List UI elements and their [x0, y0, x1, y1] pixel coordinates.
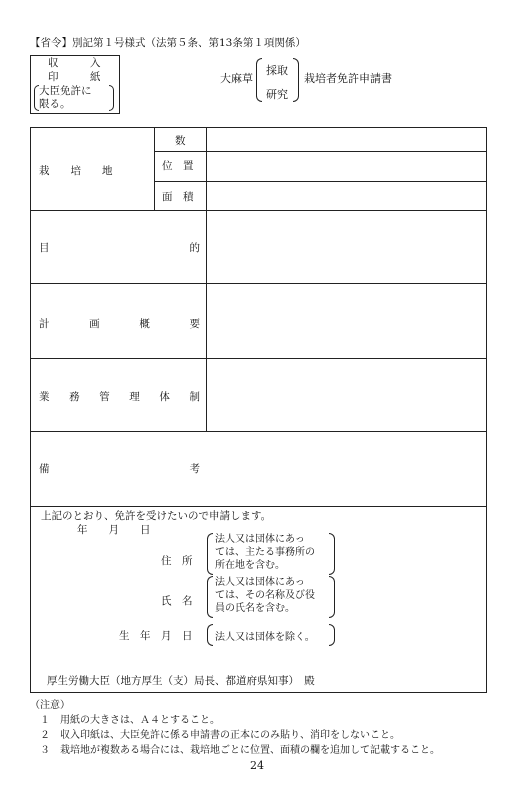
- declaration-statement: 上記のとおり、免許を受けたいので申請します。: [41, 510, 272, 522]
- divider: [31, 283, 487, 284]
- remarks-label: [39, 461, 200, 476]
- revenue-stamp-box: [30, 55, 120, 114]
- stamp-line-2: 印 紙: [48, 71, 101, 83]
- note-item: １ 用紙の大きさは、Ａ４とすること。: [40, 715, 220, 726]
- purpose-char: 目: [39, 242, 50, 254]
- mgmt-char: 体: [159, 391, 170, 403]
- count-label: 数: [175, 135, 186, 147]
- stamp-line-1: 収 入: [48, 57, 101, 69]
- stamp-line-3: 大臣免許に: [39, 85, 92, 97]
- address-label: 住 所: [161, 555, 193, 567]
- plan-char: 計: [39, 318, 50, 330]
- title-suffix: 栽培者免許申請書: [304, 72, 392, 85]
- location-label: 位 置: [162, 160, 194, 172]
- divider: [31, 431, 487, 432]
- plan-char: 要: [189, 318, 200, 330]
- page-number: 24: [250, 759, 264, 772]
- divider: [154, 151, 487, 152]
- address-bracket-right: [329, 533, 335, 575]
- divider: [154, 128, 155, 210]
- address-note-line: 所在地を含む。: [215, 560, 285, 571]
- business-management-label: [39, 389, 200, 404]
- birth-bracket-left: [207, 624, 213, 646]
- addressee: 厚生労働大臣（地方厚生（支）局長、都道府県知事） 殿: [47, 675, 315, 687]
- mgmt-char: 業: [39, 391, 50, 403]
- address-note-line: ては、主たる事務所の: [215, 547, 315, 558]
- birth-date-label: 生 年 月 日: [119, 630, 193, 642]
- notes-heading: （注意）: [30, 700, 70, 711]
- cultivation-site-label: [39, 163, 149, 178]
- name-note-line: 法人又は団体にあっ: [215, 577, 305, 588]
- birth-date-note: 法人又は団体を除く。: [215, 632, 315, 643]
- title-bracket-left: [256, 58, 262, 102]
- mgmt-char: 理: [129, 391, 140, 403]
- name-note-line: ては、その名称及び役: [215, 590, 315, 601]
- area-label: 面 積: [162, 191, 194, 203]
- mgmt-char: 制: [189, 391, 200, 403]
- declaration-section: [30, 506, 487, 693]
- title-option-harvest: 採取: [266, 64, 288, 77]
- plan-char: 概: [139, 318, 150, 330]
- divider: [31, 210, 487, 211]
- form-header: 【省令】別記第１号様式（法第５条、第13条第１項関係）: [30, 37, 306, 49]
- plan-outline-label: [39, 316, 200, 331]
- title-bracket-right: [293, 58, 299, 102]
- divider: [206, 128, 207, 431]
- mgmt-char: 管: [99, 391, 110, 403]
- purpose-label: [39, 240, 200, 255]
- name-label: 氏 名: [161, 595, 193, 607]
- name-note-line: 員の氏名を含む。: [215, 603, 295, 614]
- remarks-char: 考: [189, 463, 200, 475]
- title-prefix: 大麻草: [220, 72, 253, 85]
- plan-char: 画: [89, 318, 100, 330]
- address-note-line: 法人又は団体にあっ: [215, 534, 305, 545]
- name-bracket-right: [329, 576, 335, 618]
- address-bracket-left: [207, 533, 213, 575]
- stamp-bracket-right: [109, 85, 114, 111]
- note-item: ３ 栽培地が複数ある場合には、栽培地ごとに位置、面積の欄を追加して記載すること。: [40, 745, 440, 756]
- divider: [31, 358, 487, 359]
- mgmt-char: 務: [69, 391, 80, 403]
- application-date: 年 月 日: [77, 524, 151, 536]
- name-bracket-left: [207, 576, 213, 618]
- divider: [154, 181, 487, 182]
- remarks-char: 備: [39, 463, 50, 475]
- birth-bracket-right: [329, 624, 335, 646]
- stamp-line-4: 限る。: [39, 98, 71, 110]
- note-item: ２ 収入印紙は、大臣免許に係る申請書の正本にのみ貼り、消印をしないこと。: [40, 730, 400, 741]
- title-option-research: 研究: [266, 88, 288, 101]
- cultivation-site-text: 栽 培 地: [39, 165, 113, 177]
- application-form-table: [30, 127, 487, 507]
- purpose-char: 的: [189, 242, 200, 254]
